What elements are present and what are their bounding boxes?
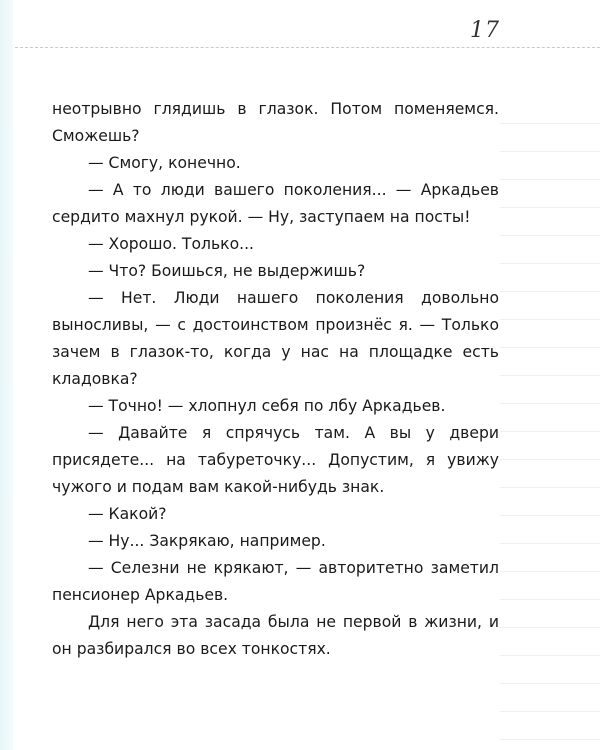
paragraph: — Селезни не крякают, — авторитетно заметил пенсионер Аркадьев. (52, 559, 499, 604)
paragraph: — А то люди вашего поколения... — Аркадьев сердито махнул рукой. — Ну, заступаем на посты! (52, 181, 499, 226)
paragraph: — Смогу, конечно. (88, 154, 241, 172)
paragraph: — Какой? (88, 505, 167, 523)
paragraph: — Ну... Закрякаю, например. (88, 532, 326, 550)
paragraph: — Давайте я спрячусь там. А вы у двери присядете... на табуреточку... Допустим, я увижу чужого и подам вам какой-нибудь знак. (52, 424, 499, 496)
paragraph: Для него эта засада была не первой в жизни, и он разбирался во всех тонкостях. (52, 613, 499, 658)
header-divider (15, 47, 600, 48)
page-edge-shadow (0, 0, 13, 750)
body-text (52, 96, 499, 663)
page-number: 17 (470, 18, 500, 43)
paragraph: неотрывно глядишь в глазок. Потом поменяемся. Сможешь? (52, 100, 499, 145)
paragraph: — Что? Боишься, не выдержишь? (88, 262, 366, 280)
paragraph: — Хорошо. Только... (88, 235, 254, 253)
margin-ruled-lines (500, 96, 600, 750)
paragraph: — Точно! — хлопнул себя по лбу Аркадьев. (88, 397, 446, 415)
paragraph: — Нет. Люди нашего поколения довольно выносливы, — с достоинством произнёс я. — Только зачем в глазок-то, когда у нас на площадке есть кладовка? (52, 289, 499, 388)
